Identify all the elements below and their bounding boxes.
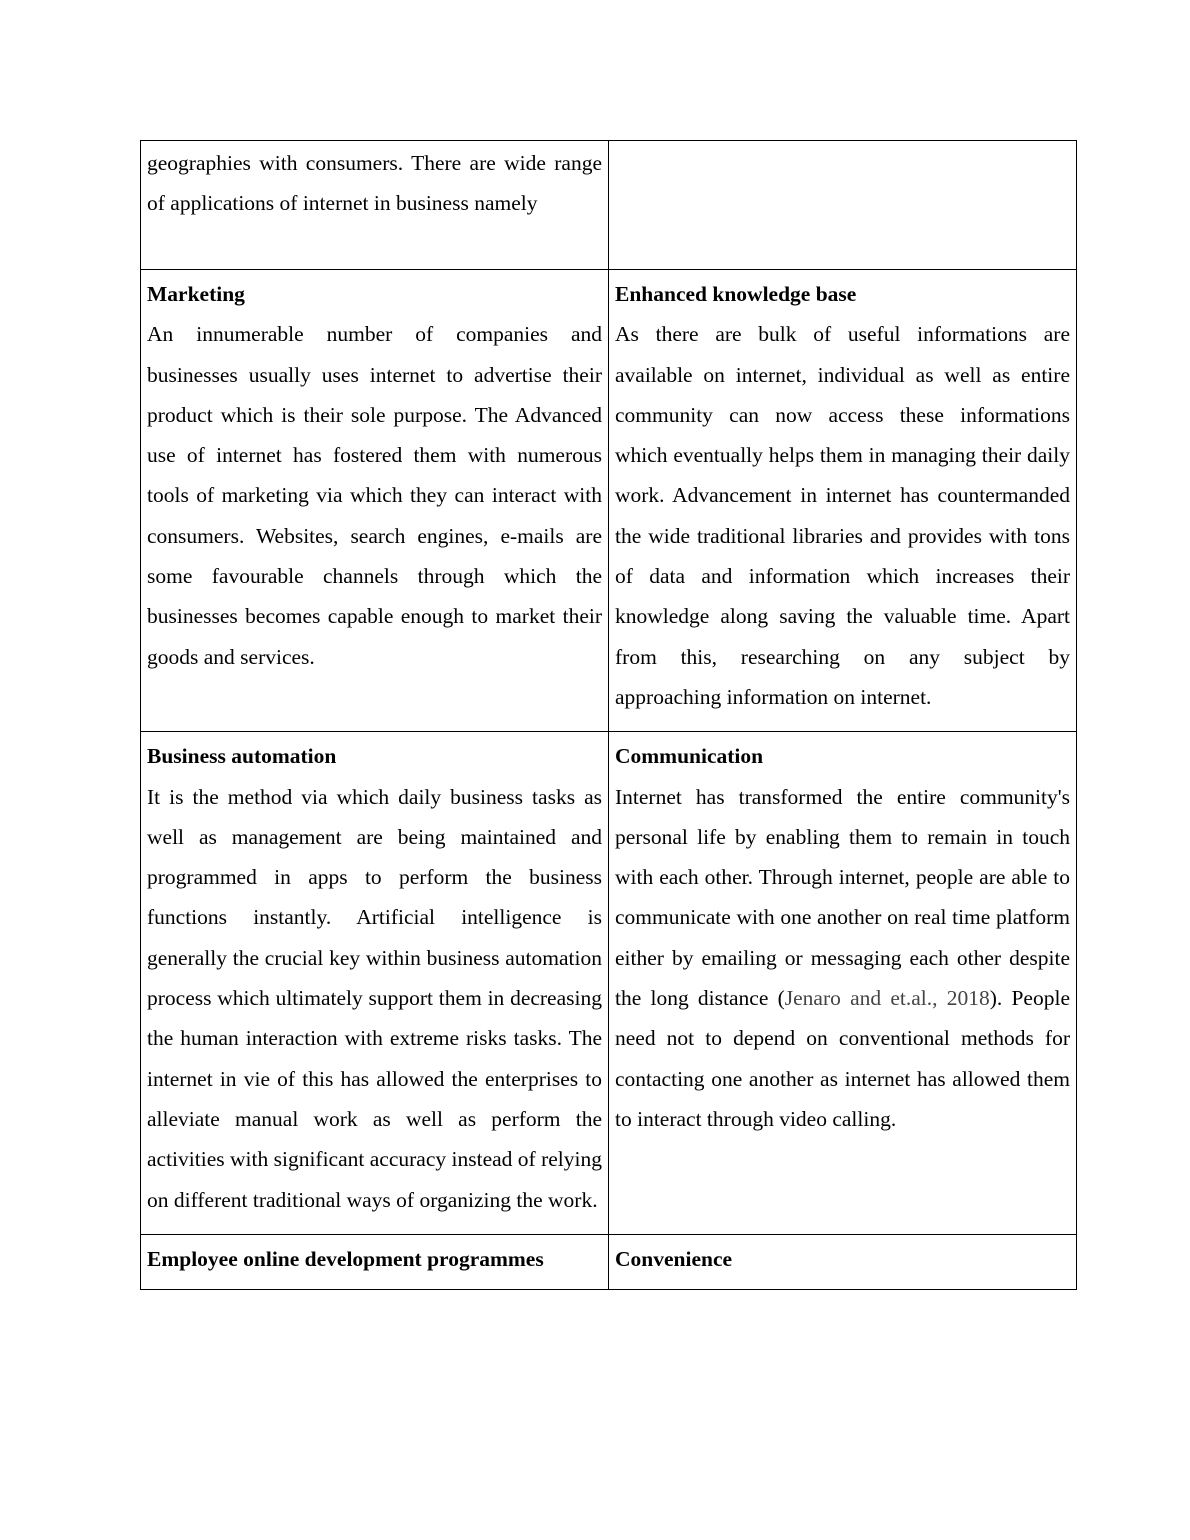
section-heading-employee-programmes: Employee online development programmes [147, 1246, 544, 1271]
table-cell [141, 1234, 609, 1289]
section-heading-knowledge-base: Enhanced knowledge base [615, 282, 857, 306]
table-row [141, 270, 1077, 732]
cell-paragraph: It is the method via which daily business tasks as well as management are being maintained and programmed in apps to perform the business functions instantly. Artificial intelligence is generally the crucial key within business automation process which ultimately support them in decreasing the human interaction with extreme risks tasks. The internet in vie of this has allowed the enterprises to alleviate manual work as well as perform the activities with significant accuracy instead of relying on different traditional ways of organizing the work. [147, 784, 602, 1212]
section-heading-communication: Communication [615, 744, 764, 769]
table-cell [141, 141, 609, 270]
table-cell [141, 270, 609, 732]
section-heading-marketing: Marketing [147, 282, 245, 306]
table-row [141, 141, 1077, 270]
cell-paragraph: geographies with consumers. There are wide range of applications of internet in business namely [147, 151, 602, 216]
table-row [141, 732, 1077, 1235]
table-cell [609, 1234, 1077, 1289]
table-cell [141, 732, 609, 1235]
table-row [141, 1234, 1077, 1289]
paragraph-text: Internet has transformed the entire community's personal life by enabling them to remain in touch with each other. Through internet, people are able to communicate with one another on real time platform either by emailing or messaging each other despite the long distance ( [615, 784, 1070, 1011]
table-cell-empty [609, 141, 1077, 270]
cell-paragraph [615, 777, 1070, 1140]
content-table [140, 140, 1077, 1290]
table-cell [609, 270, 1077, 732]
table-cell [609, 732, 1077, 1235]
cell-paragraph: An innumerable number of companies and businesses usually uses internet to advertise their product which is their sole purpose. The Advanced use of internet has fostered them with numerous tools of marketing via which they can interact with consumers. Websites, search engines, e-mails are some favourable channels through which the businesses becomes capable enough to market their goods and services. [147, 322, 602, 669]
cell-paragraph: As there are bulk of useful informations are available on internet, individual as well as entire community can now access these informations which eventually helps them in managing their daily work. Advancement in internet has countermanded the wide traditional libraries and provides with tons of data and information which increases their knowledge along saving the valuable time. Apart from this, researching on any subject by approaching information on internet. [615, 322, 1070, 709]
citation-link: Jenaro and et.al., 2018 [784, 986, 990, 1011]
section-heading-business-automation: Business automation [147, 744, 337, 769]
section-heading-convenience: Convenience [615, 1246, 733, 1271]
paragraph-text: ). People need not to depend on conventional methods for contacting one another as internet has allowed them to interact through video calling. [615, 986, 1070, 1131]
